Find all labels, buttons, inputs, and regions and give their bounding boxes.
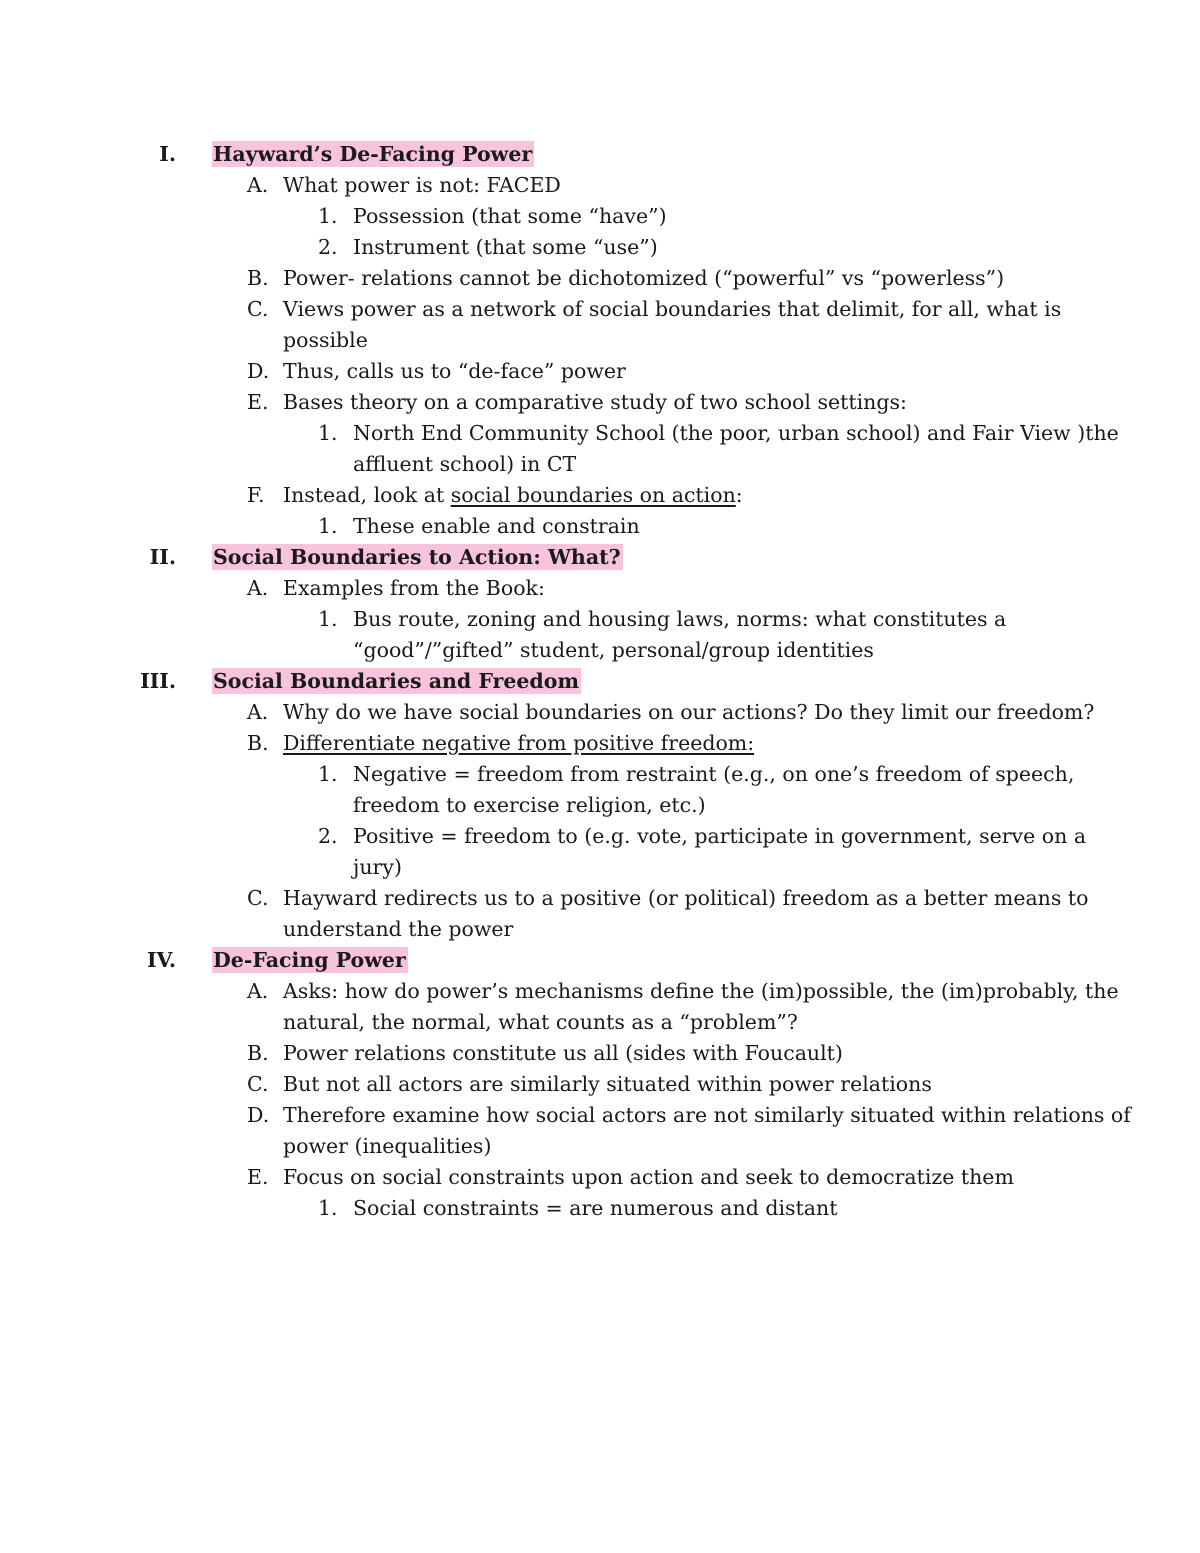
item-text: Bases theory on a comparative study of two school settings: xyxy=(283,390,907,414)
list-marker: 1. xyxy=(318,1196,338,1220)
list-marker: 2. xyxy=(318,824,338,848)
highlighted-title: De-Facing Power xyxy=(213,948,406,972)
outline-item xyxy=(0,728,1200,759)
list-marker: I. xyxy=(159,142,176,166)
section-title xyxy=(212,139,534,170)
item-text: understand the power xyxy=(283,917,514,941)
item-text: What power is not: FACED xyxy=(283,173,561,197)
underlined-text: Differentiate negative from positive freedom: xyxy=(283,731,755,755)
outline-item xyxy=(0,387,1200,418)
list-marker: F. xyxy=(247,483,265,507)
item-text: “good”/”gifted” student, personal/group identities xyxy=(353,638,874,662)
item-text: freedom to exercise religion, etc.) xyxy=(353,793,706,817)
outline-subitem xyxy=(0,418,1200,449)
outline-item xyxy=(0,325,1200,356)
list-marker: 1. xyxy=(318,607,338,631)
outline-item xyxy=(0,356,1200,387)
list-marker: B. xyxy=(247,266,269,290)
document-outline xyxy=(0,139,1200,1224)
item-text: Positive = freedom to (e.g. vote, participate in government, serve on a xyxy=(353,824,1087,848)
list-marker: A. xyxy=(247,173,269,197)
section-heading xyxy=(0,542,1200,573)
item-text: Social constraints = are numerous and distant xyxy=(353,1196,838,1220)
item-text: Views power as a network of social boundaries that delimit, for all, what is xyxy=(283,297,1062,321)
outline-subitem xyxy=(0,821,1200,852)
text-after: : xyxy=(735,483,743,507)
list-marker: A. xyxy=(247,979,269,1003)
list-marker: 2. xyxy=(318,235,338,259)
item-text: power (inequalities) xyxy=(283,1134,492,1158)
outline-item xyxy=(0,573,1200,604)
outline-item xyxy=(0,976,1200,1007)
item-text: Thus, calls us to “de-face” power xyxy=(283,359,626,383)
outline-subitem xyxy=(0,852,1200,883)
highlighted-title: Hayward’s De-Facing Power xyxy=(213,142,533,166)
outline-item xyxy=(0,170,1200,201)
item-text: possible xyxy=(283,328,368,352)
item-text: affluent school) in CT xyxy=(353,452,577,476)
section-heading xyxy=(0,945,1200,976)
section-title xyxy=(212,542,623,573)
list-marker: D. xyxy=(247,359,270,383)
item-text: Examples from the Book: xyxy=(283,576,545,600)
list-marker: D. xyxy=(247,1103,270,1127)
list-marker: C. xyxy=(247,1072,269,1096)
item-text: North End Community School (the poor, urban school) and Fair View )the xyxy=(353,421,1119,445)
list-marker: C. xyxy=(247,297,269,321)
underlined-text: social boundaries on action xyxy=(450,483,736,507)
outline-item xyxy=(0,1069,1200,1100)
list-marker: B. xyxy=(247,731,269,755)
outline-item xyxy=(0,1038,1200,1069)
outline-item xyxy=(0,1007,1200,1038)
list-marker: II. xyxy=(149,545,176,569)
list-marker: 1. xyxy=(318,421,338,445)
item-text: natural, the normal, what counts as a “problem”? xyxy=(283,1010,798,1034)
section-heading xyxy=(0,139,1200,170)
item-text: Bus route, zoning and housing laws, norms: what constitutes a xyxy=(353,607,1007,631)
outline-subitem xyxy=(0,635,1200,666)
item-text: Power relations constitute us all (sides with Foucault) xyxy=(283,1041,843,1065)
outline-item xyxy=(0,480,1200,511)
list-marker: A. xyxy=(247,576,269,600)
section-heading xyxy=(0,666,1200,697)
outline-item xyxy=(0,294,1200,325)
outline-item xyxy=(0,914,1200,945)
item-text: jury) xyxy=(353,855,402,879)
item-text: These enable and constrain xyxy=(353,514,640,538)
list-marker: B. xyxy=(247,1041,269,1065)
highlighted-title: Social Boundaries to Action: What? xyxy=(213,545,621,569)
outline-subitem xyxy=(0,232,1200,263)
item-text: Power- relations cannot be dichotomized (“powerful” vs “powerless”) xyxy=(283,266,1005,290)
outline-subitem xyxy=(0,790,1200,821)
item-text xyxy=(283,728,754,759)
list-marker: C. xyxy=(247,886,269,910)
outline-subitem xyxy=(0,511,1200,542)
list-marker: IV. xyxy=(146,948,176,972)
item-text: But not all actors are similarly situated within power relations xyxy=(283,1072,932,1096)
list-marker: 1. xyxy=(318,762,338,786)
list-marker: III. xyxy=(140,669,176,693)
outline-item xyxy=(0,883,1200,914)
list-marker: E. xyxy=(247,390,269,414)
item-text: Focus on social constraints upon action and seek to democratize them xyxy=(283,1165,1014,1189)
section-title xyxy=(212,666,581,697)
item-text: Asks: how do power’s mechanisms define the (im)possible, the (im)probably, the xyxy=(283,979,1119,1003)
highlighted-title: Social Boundaries and Freedom xyxy=(213,669,580,693)
section-title xyxy=(212,945,408,976)
item-text: Why do we have social boundaries on our actions? Do they limit our freedom? xyxy=(283,700,1095,724)
item-text: Instrument (that some “use”) xyxy=(353,235,658,259)
outline-subitem xyxy=(0,604,1200,635)
outline-subitem xyxy=(0,449,1200,480)
item-text: Negative = freedom from restraint (e.g., on one’s freedom of speech, xyxy=(353,762,1075,786)
outline-subitem xyxy=(0,1193,1200,1224)
outline-item xyxy=(0,263,1200,294)
outline-item xyxy=(0,1162,1200,1193)
item-text: Hayward redirects us to a positive (or political) freedom as a better means to xyxy=(283,886,1089,910)
outline-item xyxy=(0,1131,1200,1162)
item-text xyxy=(283,480,743,511)
outline-item xyxy=(0,1100,1200,1131)
list-marker: 1. xyxy=(318,204,338,228)
list-marker: E. xyxy=(247,1165,269,1189)
outline-item xyxy=(0,697,1200,728)
list-marker: A. xyxy=(247,700,269,724)
outline-subitem xyxy=(0,759,1200,790)
item-text: Therefore examine how social actors are not similarly situated within relations of xyxy=(283,1103,1131,1127)
item-text: Possession (that some “have”) xyxy=(353,204,667,228)
outline-subitem xyxy=(0,201,1200,232)
text-before: Instead, look at xyxy=(283,483,451,507)
list-marker: 1. xyxy=(318,514,338,538)
